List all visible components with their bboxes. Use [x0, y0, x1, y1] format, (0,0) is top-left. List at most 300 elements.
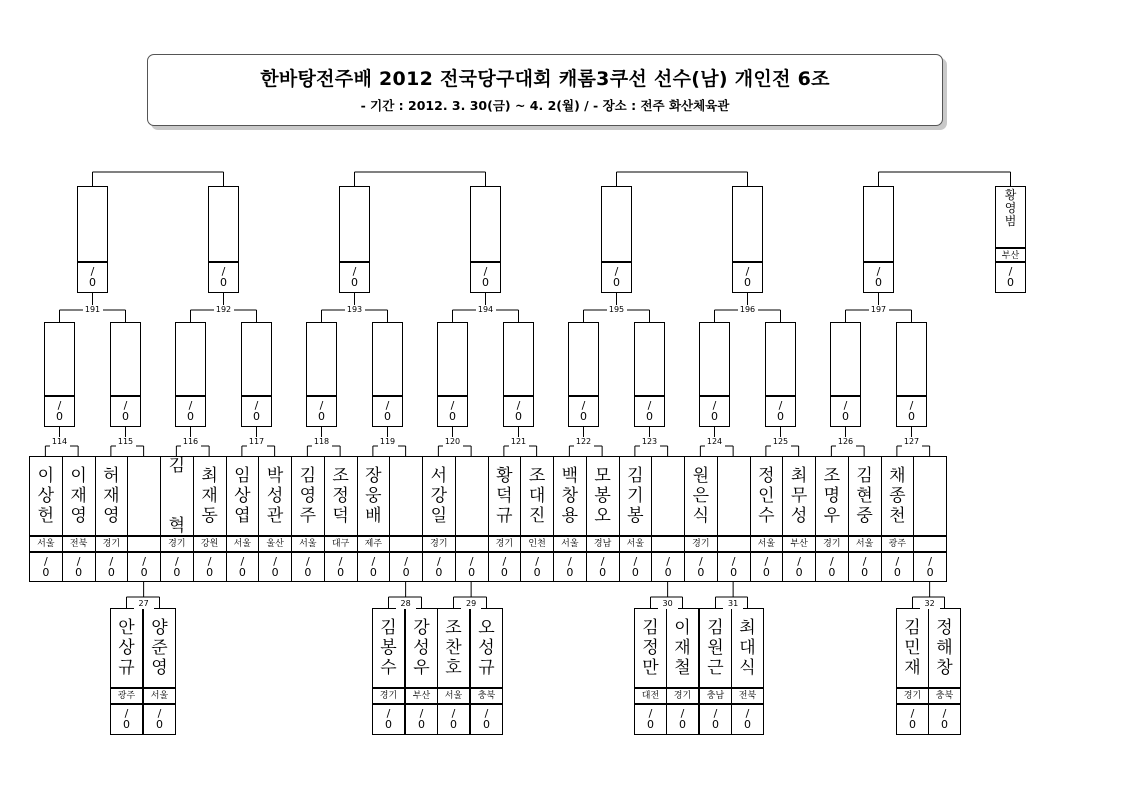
score-slash: /	[221, 265, 226, 278]
seed-player-cell	[995, 186, 1026, 248]
player-score	[881, 552, 915, 582]
player-name-cell	[193, 456, 227, 536]
winner-name-slot	[568, 322, 599, 396]
prelim-player-score	[143, 704, 176, 735]
winner-score	[896, 396, 927, 427]
score-value: 0	[613, 276, 620, 289]
name-char: 재	[70, 486, 87, 506]
player-score	[520, 552, 554, 582]
player-name	[471, 609, 502, 687]
name-char: 황	[1004, 188, 1017, 202]
player-name-cell	[95, 456, 129, 536]
player-name	[489, 457, 521, 535]
score-slash: /	[469, 555, 474, 568]
score-value: 0	[384, 410, 391, 423]
score-value: 0	[351, 276, 358, 289]
name-char: 철	[674, 658, 691, 678]
player-name-cell	[29, 456, 63, 536]
prelim-player-cell	[896, 608, 929, 688]
score-value: 0	[828, 566, 836, 579]
name-char: 백	[561, 466, 579, 486]
match-number: 194	[476, 305, 496, 315]
name-char: 서	[430, 466, 448, 486]
name-char: 원	[692, 466, 710, 486]
name-char: 중	[856, 506, 873, 526]
name-char: 김	[627, 466, 644, 486]
match-number: 127	[902, 437, 922, 447]
prelim-player-region: 경기	[896, 688, 929, 704]
name-char: 성	[413, 638, 430, 658]
prelim-player-cell	[110, 608, 143, 688]
score-slash: /	[404, 555, 408, 568]
score-slash: /	[484, 707, 489, 720]
name-char: 봉	[380, 638, 397, 658]
name-char: 식	[739, 658, 756, 678]
player-name-cell	[324, 456, 358, 536]
winner-name-slot	[601, 186, 632, 262]
player-name	[292, 457, 324, 535]
match-number: 192	[214, 305, 234, 315]
name-char: 정	[332, 486, 349, 506]
score-value: 0	[42, 566, 50, 579]
name-char: 은	[692, 486, 710, 506]
name-char: 오	[478, 618, 495, 638]
player-name	[635, 609, 666, 687]
name-char: 김	[380, 618, 397, 638]
name-char: 재	[201, 486, 218, 506]
player-score	[62, 552, 96, 582]
prelim-player-region: 충북	[928, 688, 961, 704]
prelim-player-score	[928, 704, 961, 735]
score-value: 0	[580, 410, 587, 423]
winner-name-slot	[896, 322, 927, 396]
name-char: 김	[904, 618, 921, 638]
score-value: 0	[238, 566, 246, 579]
player-name	[929, 609, 960, 687]
score-value: 0	[909, 718, 916, 731]
player-name-cell	[684, 456, 718, 536]
prelim-player-score	[896, 704, 929, 735]
player-score	[488, 552, 522, 582]
score-slash: /	[207, 555, 212, 568]
name-char: 최	[739, 618, 756, 638]
name-char: 재	[674, 638, 691, 658]
player-name-cell	[619, 456, 653, 536]
match-number: 193	[345, 305, 365, 315]
name-char: 만	[642, 658, 659, 678]
prelim-player-cell	[372, 608, 405, 688]
name-char: 우	[413, 658, 430, 678]
score-slash: /	[386, 707, 391, 720]
player-region: 제주	[357, 536, 391, 552]
winner-score	[175, 396, 206, 427]
player-score	[127, 552, 161, 582]
player-score	[815, 552, 849, 582]
score-value: 0	[140, 566, 148, 579]
player-region: 경기	[160, 536, 194, 552]
winner-name-slot	[44, 322, 75, 396]
player-name	[325, 457, 357, 535]
name-char: 채	[889, 466, 906, 486]
winner-name-slot	[208, 186, 239, 262]
score-value: 0	[253, 410, 260, 423]
player-score	[651, 552, 685, 582]
match-number: 30	[658, 599, 678, 609]
player-region: 광주	[881, 536, 915, 552]
player-name	[587, 457, 619, 535]
winner-name-slot	[437, 322, 468, 396]
player-name-cell	[389, 456, 423, 536]
score-slash: /	[157, 707, 162, 720]
player-score	[684, 552, 718, 582]
score-slash: /	[483, 265, 488, 278]
player-name-cell	[750, 456, 784, 536]
winner-name-slot	[339, 186, 370, 262]
score-slash: /	[895, 555, 900, 568]
score-value: 0	[646, 410, 653, 423]
player-region: 경남	[586, 536, 620, 552]
player-score	[29, 552, 63, 582]
player-name	[732, 609, 763, 687]
name-char: 임	[234, 466, 251, 486]
name-char: 규	[478, 658, 495, 678]
player-score	[553, 552, 587, 582]
name-char: 조	[528, 466, 546, 486]
score-slash: /	[876, 265, 881, 278]
score-value: 0	[123, 718, 130, 731]
player-region: 전북	[62, 536, 96, 552]
match-number: 197	[869, 305, 889, 315]
score-slash: /	[600, 555, 605, 568]
player-name	[700, 609, 731, 687]
winner-score	[634, 396, 665, 427]
score-value: 0	[861, 566, 869, 579]
name-char: 김	[168, 456, 186, 476]
name-char: 봉	[627, 506, 644, 526]
name-char: 정	[642, 638, 659, 658]
player-name-cell	[422, 456, 456, 536]
player-name	[161, 457, 193, 535]
prelim-player-cell	[666, 608, 699, 688]
player-name	[227, 457, 259, 535]
player-name-cell	[488, 456, 522, 536]
score-value: 0	[744, 276, 751, 289]
prelim-player-score	[405, 704, 438, 735]
match-number: 122	[574, 437, 594, 447]
match-number: 120	[443, 437, 463, 447]
name-char: 수	[758, 506, 775, 526]
score-value: 0	[647, 718, 654, 731]
score-slash: /	[352, 265, 357, 278]
prelim-player-score	[699, 704, 732, 735]
score-value: 0	[711, 410, 718, 423]
name-char: 덕	[496, 486, 513, 506]
score-value: 0	[187, 410, 194, 423]
score-slash: /	[338, 555, 343, 568]
player-name-cell	[815, 456, 849, 536]
name-char: 조	[445, 618, 462, 638]
player-name	[373, 609, 404, 687]
name-char: 준	[151, 638, 168, 658]
name-char: 영	[299, 486, 317, 506]
name-char: 인	[758, 486, 775, 506]
name-char: 용	[561, 506, 579, 526]
name-char: 수	[380, 658, 397, 678]
winner-score	[699, 396, 730, 427]
winner-score	[306, 396, 337, 427]
winner-name-slot	[306, 322, 337, 396]
player-score	[913, 552, 947, 582]
score-value: 0	[941, 718, 948, 731]
player-name-cell	[717, 456, 751, 536]
player-region: 서울	[226, 536, 260, 552]
name-char: 규	[118, 658, 135, 678]
player-region: 경기	[684, 536, 718, 552]
score-value: 0	[1007, 276, 1014, 289]
score-slash: /	[778, 399, 783, 412]
score-slash: /	[633, 555, 638, 568]
match-number: 121	[509, 437, 529, 447]
score-slash: /	[712, 399, 717, 412]
name-char: 찬	[445, 638, 462, 658]
winner-name-slot	[372, 322, 403, 396]
score-value: 0	[449, 410, 456, 423]
player-region	[717, 536, 751, 552]
score-slash: /	[273, 555, 277, 568]
player-region: 경기	[815, 536, 849, 552]
score-value: 0	[566, 566, 574, 579]
prelim-player-score	[110, 704, 143, 735]
prelim-player-cell	[928, 608, 961, 688]
match-number: 124	[705, 437, 725, 447]
name-char: 김	[856, 466, 873, 486]
player-name	[652, 457, 684, 535]
winner-name-slot	[699, 322, 730, 396]
player-name	[438, 609, 469, 687]
score-slash: /	[862, 555, 867, 568]
match-number: 118	[312, 437, 332, 447]
score-slash: /	[57, 399, 62, 412]
player-name	[128, 457, 160, 535]
player-region: 부산	[782, 536, 816, 552]
winner-name-slot	[77, 186, 108, 262]
match-number: 115	[116, 437, 136, 447]
score-slash: /	[797, 555, 801, 568]
score-value: 0	[122, 410, 129, 423]
player-name	[685, 457, 717, 535]
score-value: 0	[107, 566, 115, 579]
player-score	[95, 552, 129, 582]
prelim-player-cell	[634, 608, 667, 688]
name-char: 현	[856, 486, 873, 506]
name-char: 재	[904, 658, 921, 678]
score-value: 0	[697, 566, 705, 579]
match-number: 191	[83, 305, 103, 315]
player-score	[619, 552, 653, 582]
score-slash: /	[385, 399, 390, 412]
score-slash: /	[109, 555, 114, 568]
player-name	[111, 609, 142, 687]
name-char: 천	[889, 506, 906, 526]
name-char: 주	[299, 506, 317, 526]
name-char: 성	[266, 486, 284, 506]
winner-score	[863, 262, 894, 293]
player-region: 경기	[95, 536, 129, 552]
score-slash: /	[699, 555, 703, 568]
player-region: 서울	[291, 536, 325, 552]
name-char: 대	[739, 638, 756, 658]
score-slash: /	[450, 399, 455, 412]
winner-name-slot	[241, 322, 272, 396]
name-char: 엽	[234, 506, 251, 526]
player-name	[144, 609, 175, 687]
name-char: 일	[430, 506, 448, 526]
name-char: 안	[118, 618, 135, 638]
name-char: 성	[790, 506, 808, 526]
score-value: 0	[450, 718, 457, 731]
name-char: 기	[627, 486, 644, 506]
player-region	[455, 536, 489, 552]
score-slash: /	[419, 707, 424, 720]
prelim-player-score	[470, 704, 503, 735]
name-char: 성	[478, 638, 495, 658]
winner-name-slot	[634, 322, 665, 396]
score-slash: /	[843, 399, 848, 412]
score-value: 0	[173, 566, 181, 579]
prelim-player-score	[437, 704, 470, 735]
player-name-cell	[127, 456, 161, 536]
player-region: 강원	[193, 536, 227, 552]
score-slash: /	[713, 707, 718, 720]
score-value: 0	[500, 566, 508, 579]
prelim-player-cell	[437, 608, 470, 688]
match-number: 29	[461, 599, 481, 609]
player-region	[127, 536, 161, 552]
winner-name-slot	[732, 186, 763, 262]
score-slash: /	[1008, 265, 1013, 278]
player-name	[849, 457, 881, 535]
winner-score	[110, 396, 141, 427]
prelim-player-region: 전북	[731, 688, 764, 704]
score-value: 0	[337, 566, 345, 579]
player-region	[389, 536, 423, 552]
player-score	[291, 552, 325, 582]
score-slash: /	[188, 399, 193, 412]
player-name	[30, 457, 62, 535]
name-char: 상	[234, 486, 251, 506]
player-name	[406, 609, 437, 687]
name-char: 김	[707, 618, 724, 638]
player-name	[259, 457, 291, 535]
player-name-cell	[160, 456, 194, 536]
name-char: 이	[37, 466, 55, 486]
score-value: 0	[875, 276, 882, 289]
prelim-player-region: 서울	[437, 688, 470, 704]
name-char: 조	[332, 466, 349, 486]
player-name	[358, 457, 390, 535]
winner-name-slot	[863, 186, 894, 262]
winner-score	[732, 262, 763, 293]
score-slash: /	[319, 399, 324, 412]
player-name	[96, 457, 128, 535]
score-slash: /	[306, 555, 310, 568]
winner-name-slot	[765, 322, 796, 396]
player-name-cell	[226, 456, 260, 536]
prelim-player-cell	[731, 608, 764, 688]
match-number: 32	[920, 599, 940, 609]
score-slash: /	[502, 555, 507, 568]
score-slash: /	[680, 707, 685, 720]
name-char: 무	[790, 486, 808, 506]
score-value: 0	[664, 566, 672, 579]
score-value: 0	[75, 566, 83, 579]
player-region: 서울	[848, 536, 882, 552]
player-region: 서울	[619, 536, 653, 552]
player-name	[783, 457, 815, 535]
name-char: 허	[103, 466, 120, 486]
score-value: 0	[631, 566, 639, 579]
match-number: 28	[396, 599, 416, 609]
score-slash: /	[44, 555, 48, 568]
prelim-player-cell	[143, 608, 176, 688]
score-slash: /	[142, 555, 146, 568]
score-slash: /	[830, 555, 834, 568]
score-slash: /	[731, 555, 736, 568]
prelim-player-region: 서울	[143, 688, 176, 704]
player-score	[586, 552, 620, 582]
name-char: 박	[266, 466, 284, 486]
player-score	[226, 552, 260, 582]
player-region: 서울	[750, 536, 784, 552]
player-name	[390, 457, 422, 535]
player-name	[667, 609, 698, 687]
score-value: 0	[402, 566, 410, 579]
match-number: 31	[723, 599, 743, 609]
event-info: - 기간 : 2012. 3. 30(금) ~ 4. 2(월) / - 장소 : 전주 화산체육관	[360, 98, 730, 113]
player-name	[914, 457, 946, 535]
player-name	[521, 457, 553, 535]
winner-score	[503, 396, 534, 427]
name-char: 원	[707, 638, 724, 658]
name-char: 강	[430, 486, 448, 506]
player-name	[423, 457, 455, 535]
score-value: 0	[795, 566, 803, 579]
name-char: 영	[151, 658, 168, 678]
player-name-cell	[553, 456, 587, 536]
score-value: 0	[515, 410, 522, 423]
player-name	[194, 457, 226, 535]
name-char: 최	[201, 466, 218, 486]
score-slash: /	[581, 399, 586, 412]
score-value: 0	[908, 410, 915, 423]
match-number: 126	[836, 437, 856, 447]
score-slash: /	[371, 555, 376, 568]
name-char: 이	[674, 618, 691, 638]
score-slash: /	[647, 399, 652, 412]
player-name	[897, 609, 928, 687]
score-slash: /	[928, 555, 932, 568]
player-score	[389, 552, 423, 582]
match-number: 195	[607, 305, 627, 315]
name-char: 최	[790, 466, 808, 486]
prelim-player-region: 광주	[110, 688, 143, 704]
match-number: 116	[181, 437, 201, 447]
name-char: 호	[445, 658, 462, 678]
player-score	[258, 552, 292, 582]
score-value: 0	[893, 566, 901, 579]
score-value: 0	[89, 276, 96, 289]
score-value: 0	[385, 718, 392, 731]
